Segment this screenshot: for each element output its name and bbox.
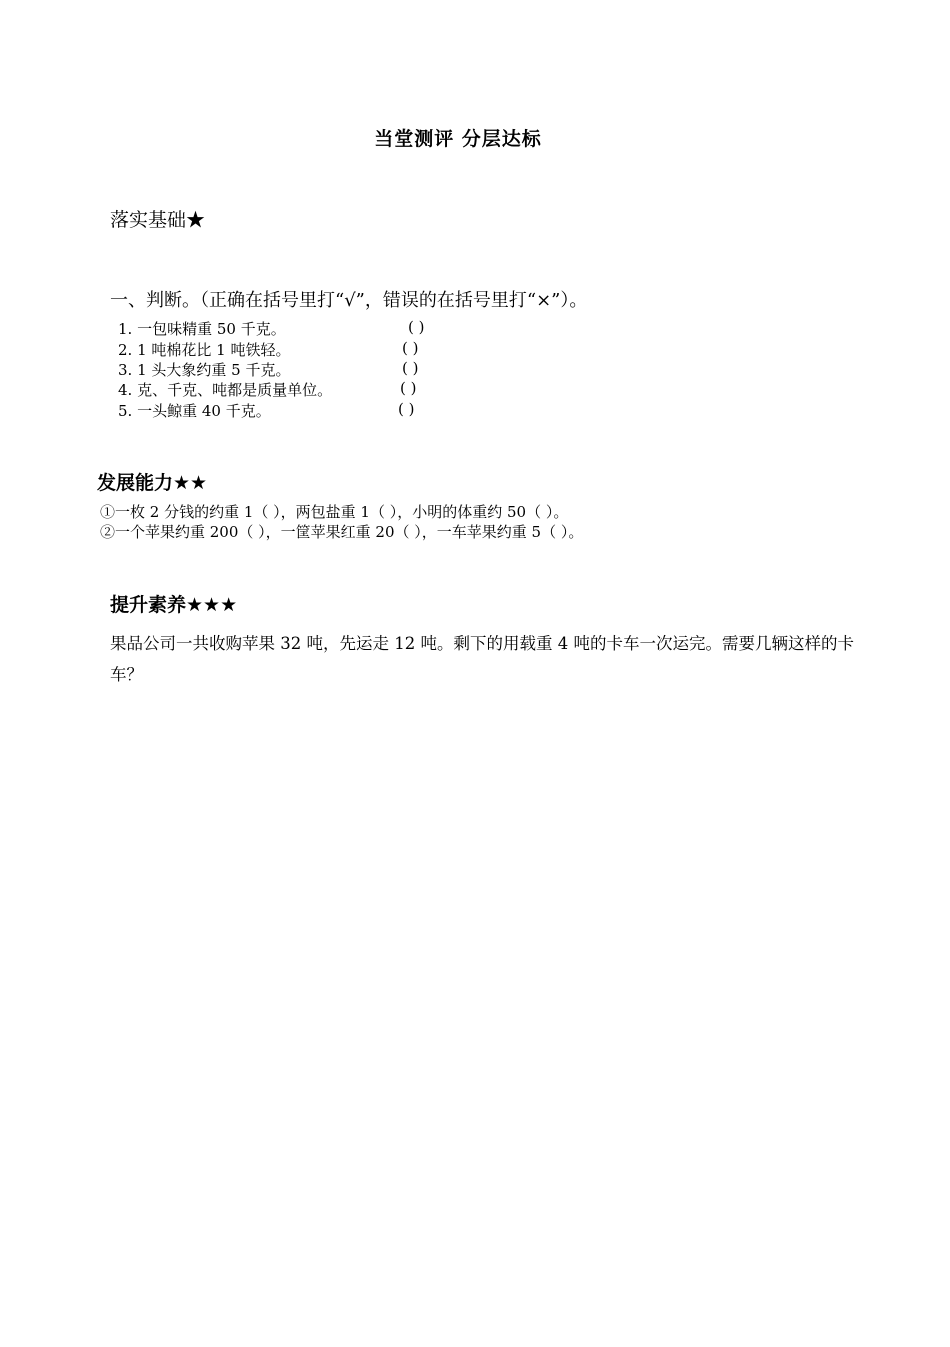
answer-parentheses: ( ) [402, 339, 419, 357]
question-header-judge: 一、判断。（正确在括号里打“√”，错误的在括号里打“×”）。 [110, 290, 588, 311]
judge-item-text: 1. 一包味精重 50 千克。 [118, 320, 286, 338]
section-heading-develop: 发展能力★★ [97, 472, 208, 494]
page-title: 当堂测评 分层达标 [374, 128, 542, 150]
answer-parentheses: ( ) [400, 379, 417, 397]
word-problem: 果品公司一共收购苹果 32 吨，先运走 12 吨。剩下的用载重 4 吨的卡车一次运完。需要几辆这样的卡车？ [110, 634, 854, 684]
judge-item-text: 2. 1 吨棉花比 1 吨铁轻。 [118, 341, 291, 359]
answer-parentheses: ( ) [402, 359, 419, 377]
judge-item-text: 5. 一头鲸重 40 千克。 [118, 402, 271, 420]
section-heading-improve: 提升素养★★★ [110, 594, 238, 616]
fill-in-line: ②一个苹果约重 200（ ），一筐苹果红重 20（ ），一车苹果约重 5（ ）。 [100, 523, 584, 541]
section-heading-basic: 落实基础★ [110, 209, 206, 231]
judge-item-text: 3. 1 头大象约重 5 千克。 [118, 361, 291, 379]
answer-parentheses: ( ) [398, 400, 415, 418]
fill-in-line: ①一枚 2 分钱的约重 1（ ），两包盐重 1（ ），小明的体重约 50（ ）。 [100, 503, 569, 521]
judge-item-text: 4. 克、千克、吨都是质量单位。 [118, 381, 333, 399]
answer-parentheses: ( ) [408, 318, 425, 336]
